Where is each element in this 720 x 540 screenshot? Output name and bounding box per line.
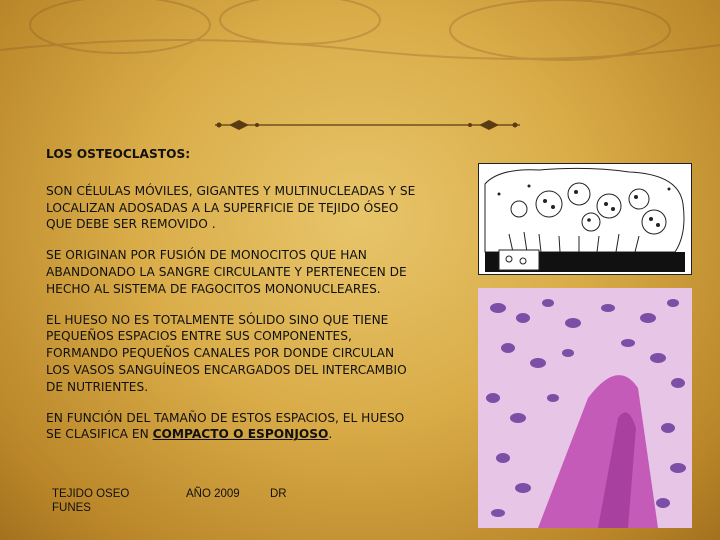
paragraph-3: EL HUESO NO ES TOTALMENTE SÓLIDO SINO QUE TIENE PEQUEÑOS ESPACIOS ENTRE SUS COMPONENTES, FORMANDO PEQUEÑOS CANALES POR DONDE CIRCULAN LOS VASOS SANGUÍNEOS ENCARGADOS DEL INTERCAMBIO DE NUTRIENTES. xyxy=(46,312,407,394)
footer-author: DR xyxy=(270,488,287,500)
paragraph-2: SE ORIGINAN POR FUSIÓN DE MONOCITOS QUE HAN ABANDONADO LA SANGRE CIRCULANTE Y PERTENECEN DE HECHO AL SISTEMA DE FAGOCITOS MONONUCLEARES. xyxy=(46,248,407,296)
osteoclast-diagram xyxy=(478,163,692,275)
paragraph-1: SON CÉLULAS MÓVILES, GIGANTES Y MULTINUCLEADAS Y SE LOCALIZAN ADOSADAS A LA SUPERFICIE DE TEJIDO ÓSEO QUE DEBE SER REMOVIDO . xyxy=(46,183,416,232)
slide-title: LOS OSTEOCLASTOS: xyxy=(46,147,191,161)
bone-type-emphasis: COMPACTO O ESPONJOSO xyxy=(152,427,329,442)
footer-year: AÑO 2009 xyxy=(186,488,240,500)
paragraph-4-end: . xyxy=(328,427,333,442)
postage-stamp-texture xyxy=(0,0,720,70)
bone-histology-micrograph xyxy=(478,288,692,528)
body-text xyxy=(46,146,416,457)
paragraph-4-text: EN FUNCIÓN DEL TAMAÑO DE ESTOS ESPACIOS, EL HUESO SE CLASIFICA EN xyxy=(46,410,405,442)
decorative-divider xyxy=(215,118,520,132)
paragraph-4 xyxy=(46,410,416,444)
footer-left: TEJIDO OSEO FUNES xyxy=(52,488,130,514)
